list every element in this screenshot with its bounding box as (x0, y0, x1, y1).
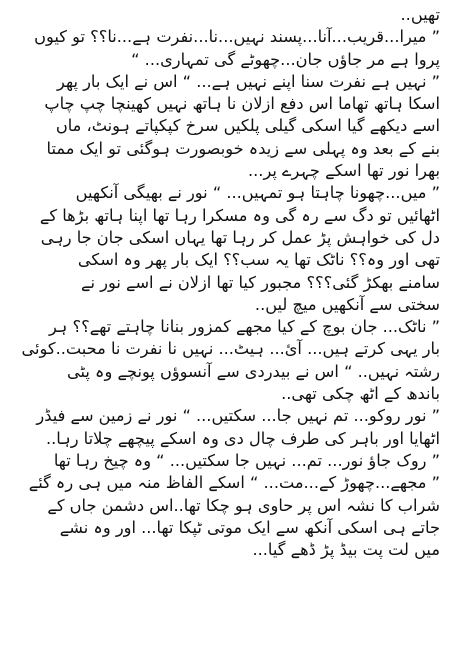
text-line: میں لت پت بیڈ پڑ ڈھے گیا... (252, 540, 440, 560)
text-line: اٹھائیں تو دگ سے رہ گی وہ مسکرا رہا تھا اپنا ہاتھ بڑھا کے (39, 205, 440, 225)
text-line: سامنے بھکڑ گئی؟؟؟ مجبور کیا تھا ازلان نے اسے نور نے (81, 272, 440, 292)
text-line: تھی اور وہ؟؟ ناٹک تھا یہ سب؟؟ ایک بار پھر وہ اسکی (77, 250, 440, 270)
text-line: تھیں.. (400, 5, 440, 24)
text-line: ” نہیں ہے نفرت سنا اپنے نہیں ہے... “ اس نے ایک بار پھر (57, 71, 440, 91)
text-line: شراب کا نشہ اس پر حاوی ہو چکا تھا..اس دشمن جاں کے (47, 495, 440, 515)
text-line: ” نور روکو... تم نہیں جا... سکتیں... “ نور نے زمین سے فیڈر (36, 406, 440, 426)
text-line: اٹھایا اور باہر کی طرف چال دی وہ اسکے پیچھے چلاتا رہا.. (46, 428, 440, 448)
text-line: بنے کے بعد وہ پہلی سے زیدہ خوبصورت ہوگئی تو ایک ممتا (46, 138, 440, 158)
text-line: ” میرا...قریب...آنا...پسند نہیں...نا...نفرت ہے...نا؟؟ تو کیوں (34, 27, 440, 47)
story-text (6, 4, 440, 561)
text-line: ” مجھے...چھوڑ کے...مت... “ اسکے الفاظ منہ میں ہی رہ گئے (28, 473, 440, 493)
text-line: پروا ہے مر جاؤں جان...چھوٹے گی تمہاری... “ (131, 49, 440, 69)
text-line: ” ناٹک... جان بوچ کے کیا مجھے کمزور بنانا چاہتے تھے؟؟ ہر (48, 317, 440, 337)
text-line: دل کی خواہش پڑ عمل کر رہا تھا یہاں اسکی جان جا رہی (40, 227, 440, 247)
text-line: اسکا ہاتھ تھاما اس دفع ازلان نا ہاتھ نہیں کھینچا چپ چاپ (44, 94, 440, 114)
text-line: بار یہی کرتے ہیں... آئ... ہیٹ... نہیں نا نفرت نا محبت..کوئی (21, 339, 440, 359)
text-line: ” میں...چھونا چاہتا ہو تمہیں... “ نور نے بھیگی آنکھیں (75, 183, 440, 203)
text-line: بھرا نور تھا اسکے چہرے پر... (248, 161, 440, 181)
text-line: باندھ کے اٹھ چکی تھی.. (281, 384, 440, 404)
text-line: سختی سے آنکھیں میچ لیں.. (254, 294, 440, 314)
text-line: اسے دیکھے گیا اسکی گیلی پلکیں سرخ کپکپاتے ہونٹ، ماں (55, 116, 440, 136)
text-line: ” روک جاؤ نور... تم... نہیں جا سکتیں... “ وہ چیخ رہا تھا (53, 450, 440, 470)
text-line: جاتے ہی اسکی آنکھ سے ایک موتی ٹپکا تھا... اور وہ نشے (59, 517, 440, 537)
text-line: رشتہ نہیں.. “ اس نے بیدردی سے آنسوؤں پونچے وہ پٹی (67, 361, 440, 381)
